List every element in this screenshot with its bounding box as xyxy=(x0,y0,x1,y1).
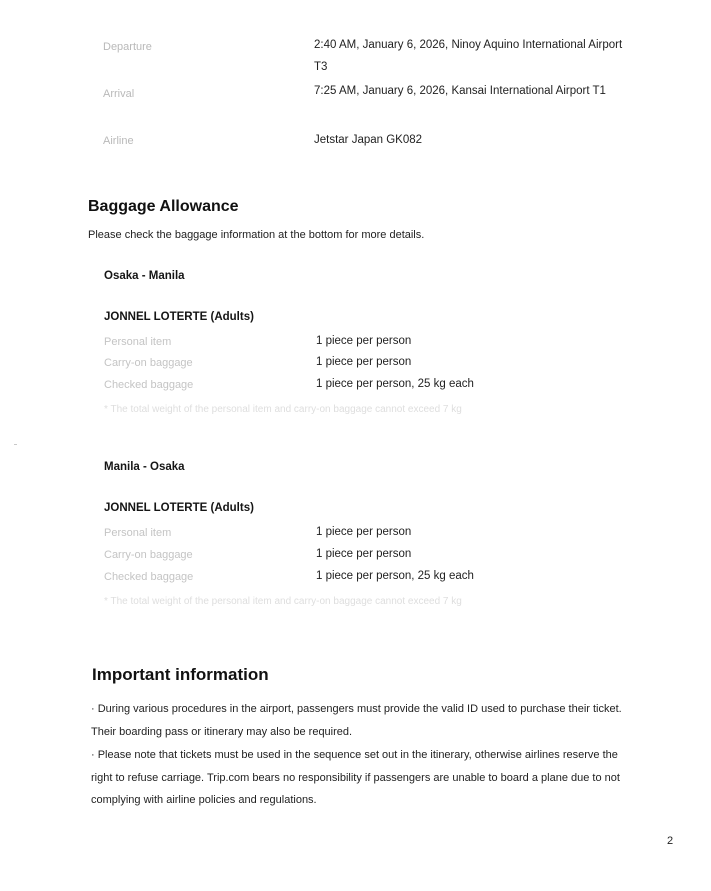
arrival-value: 7:25 AM, January 6, 2026, Kansai International Airport T1 xyxy=(314,85,606,97)
weight-note: * The total weight of the personal item and carry-on baggage cannot exceed 7 kg xyxy=(104,404,462,415)
important-item: · During various procedures in the airport, passengers must provide the valid ID used to purchase their ticket. Their boarding pass or itinerary may also be required. xyxy=(91,703,622,738)
checked-baggage-value: 1 piece per person, 25 kg each xyxy=(316,570,474,582)
airline-value: Jetstar Japan GK082 xyxy=(314,134,423,146)
segment-route: Manila - Osaka xyxy=(104,461,185,473)
important-item: · Please note that tickets must be used in the sequence set out in the itinerary, otherwise airlines reserve the right to refuse carriage. Trip.com bears no responsibility if passengers are unable to board a plane due to not complying with airline policies and regulations. xyxy=(91,749,620,806)
baggage-title: Baggage Allowance xyxy=(88,198,239,215)
checked-baggage-label: Checked baggage xyxy=(104,571,194,583)
checked-baggage-value: 1 piece per person, 25 kg each xyxy=(316,378,474,390)
carry-on-label: Carry-on baggage xyxy=(104,357,193,369)
page-number: 2 xyxy=(667,835,674,847)
checked-baggage-label: Checked baggage xyxy=(104,379,194,391)
baggage-intro: Please check the baggage information at the bottom for more details. xyxy=(88,229,425,241)
segment-route: Osaka - Manila xyxy=(104,270,185,282)
important-title: Important information xyxy=(92,665,269,684)
carry-on-value: 1 piece per person xyxy=(316,548,412,560)
passenger-name: JONNEL LOTERTE (Adults) xyxy=(104,502,254,514)
arrival-label: Arrival xyxy=(103,88,135,100)
personal-item-value: 1 piece per person xyxy=(316,335,412,347)
personal-item-label: Personal item xyxy=(104,336,172,348)
carry-on-value: 1 piece per person xyxy=(316,356,412,368)
airline-label: Airline xyxy=(103,135,134,147)
margin-mark xyxy=(14,444,17,445)
weight-note: * The total weight of the personal item and carry-on baggage cannot exceed 7 kg xyxy=(104,596,462,607)
personal-item-label: Personal item xyxy=(104,527,172,539)
passenger-name: JONNEL LOTERTE (Adults) xyxy=(104,311,254,323)
departure-label: Departure xyxy=(103,41,152,53)
carry-on-label: Carry-on baggage xyxy=(104,549,193,561)
personal-item-value: 1 piece per person xyxy=(316,526,412,538)
departure-value: 2:40 AM, January 6, 2026, Ninoy Aquino International Airport T3 xyxy=(314,39,623,73)
